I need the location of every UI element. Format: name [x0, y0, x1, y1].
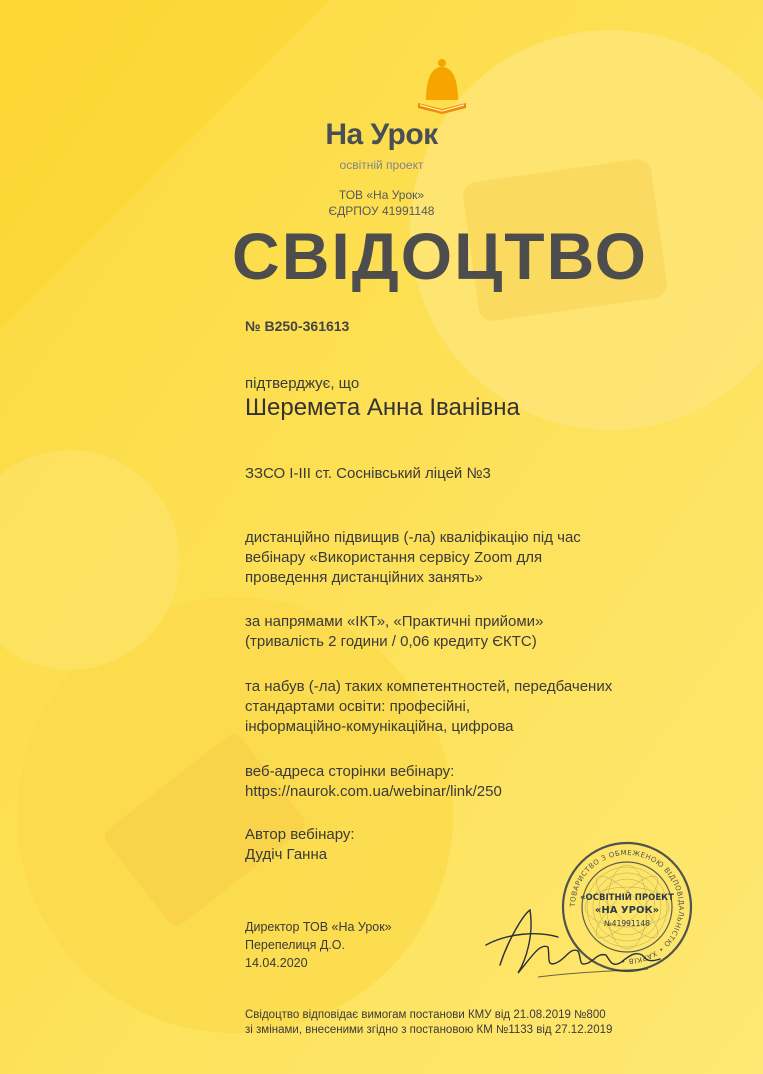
- para-line: за напрямами «ІКТ», «Практичні прийоми»: [245, 613, 544, 630]
- issue-date: 14.04.2020: [245, 956, 308, 970]
- issuer-block: [0, 187, 763, 219]
- para-line: (тривалість 2 години / 0,06 кредиту ЄКТС): [245, 633, 537, 650]
- issuer-org: ТОВ «На Урок»: [338, 188, 425, 202]
- competencies-paragraph: [245, 677, 612, 737]
- para-line: інформаційно-комунікаційна, цифрова: [245, 718, 514, 735]
- brand-subtitle: освітній проект: [339, 158, 424, 172]
- author-name: Дудіч Ганна: [245, 846, 328, 863]
- stamp-line2: «НА УРОК»: [594, 905, 660, 916]
- footer-line: зі змінами, внесеними згідно з постановою КМ №1133 від 27.12.2019: [245, 1024, 613, 1036]
- stamp-code: №41991148: [604, 919, 650, 928]
- legal-footer: [245, 1008, 612, 1038]
- para-line: проведення дистанційних занять»: [245, 569, 483, 586]
- para-line: та набув (-ла) таких компетентностей, передбачених: [245, 678, 613, 695]
- director-role: Директор ТОВ «На Урок»: [245, 920, 392, 934]
- director-signature: [478, 885, 668, 985]
- qualification-paragraph: [245, 528, 581, 588]
- certificate-number: № В250-361613: [245, 318, 350, 334]
- recipient-name: Шеремета Анна Іванівна: [245, 394, 520, 421]
- webinar-url: https://naurok.com.ua/webinar/link/250: [245, 783, 502, 800]
- stamp-outer-text: ТОВАРИСТВО З ОБМЕЖЕНОЮ ВІДПОВІДАЛЬНІСТЮ • ХАРКІВ •: [568, 848, 686, 966]
- bell-book-icon: [414, 58, 470, 120]
- stamp-line1: «ОСВІТНІЙ ПРОЕКТ: [580, 893, 674, 903]
- confirms-text: підтверджує, що: [245, 375, 360, 392]
- certificate-title: СВІДОЦТВО: [232, 219, 648, 293]
- webinar-label: веб-адреса сторінки вебінару:: [245, 763, 455, 780]
- author-label: Автор вебінару:: [245, 826, 355, 843]
- para-line: вебінару «Використання сервісу Zoom для: [245, 549, 543, 566]
- director-name: Перепелиця Д.О.: [245, 938, 345, 952]
- directions-paragraph: [245, 612, 543, 652]
- webinar-address-block: [245, 762, 502, 802]
- author-block: [245, 825, 355, 865]
- signature-block: [245, 918, 392, 972]
- brand-name: На Урок: [325, 118, 438, 151]
- para-line: дистанційно підвищив (-ла) кваліфікацію під час: [245, 529, 581, 546]
- para-line: стандартами освіти: професійні,: [245, 698, 471, 715]
- issuer-code: ЄДРПОУ 41991148: [328, 204, 435, 218]
- school-name: ЗЗСО І-ІІІ ст. Соснівський ліцей №3: [245, 465, 491, 482]
- footer-line: Свідоцтво відповідає вимогам постанови КМУ від 21.08.2019 №800: [245, 1009, 606, 1021]
